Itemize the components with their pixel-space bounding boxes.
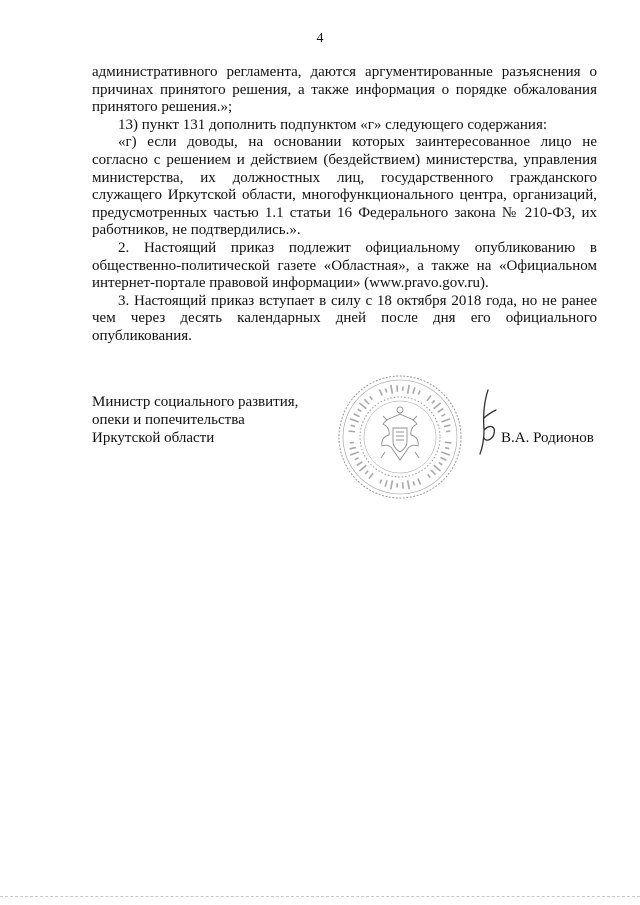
signer-name: В.А. Родионов [501, 430, 594, 446]
document-body [92, 64, 597, 346]
paragraph: 2. Настоящий приказ подлежит официальному опубликованию в общественно-политической газете «Областная», а также на «Официальном интернет-портале правовой информации» (www.pravo.gov.ru). [92, 239, 597, 292]
paragraph: 3. Настоящий приказ вступает в силу с 18 октября 2018 года, но не ранее чем через десять календарных дней после дня его официального опубликования. [92, 292, 597, 344]
signer-title [92, 393, 298, 447]
page-bottom-divider [0, 896, 640, 897]
signer-title-line: Министр социального развития, [92, 394, 299, 410]
paragraph: «г) если доводы, на основании которых заинтересованное лицо не согласно с решением и действием (бездействием) министерства, управления министерства, их должностных лиц, государственного гражданского служащего Иркутской области, многофункционального центра, организаций, предусмотренных частью 1.1 статьи 16 Федерального закона № 210-ФЗ, их работников, не подтвердились.». [92, 134, 597, 239]
official-seal-stamp [335, 372, 465, 502]
page-number: 4 [316, 31, 324, 46]
signer-title-line: Иркутской области [92, 430, 215, 446]
paragraph: административного регламента, даются аргументированные разъяснения о причинах принятого решения, а также информация о порядке обжалования принятого решения.»; [92, 64, 597, 116]
paragraph: 13) пункт 131 дополнить подпунктом «г» следующего содержания: [118, 116, 548, 133]
signer-title-line: опеки и попечительства [92, 412, 245, 428]
handwritten-signature [466, 388, 506, 456]
